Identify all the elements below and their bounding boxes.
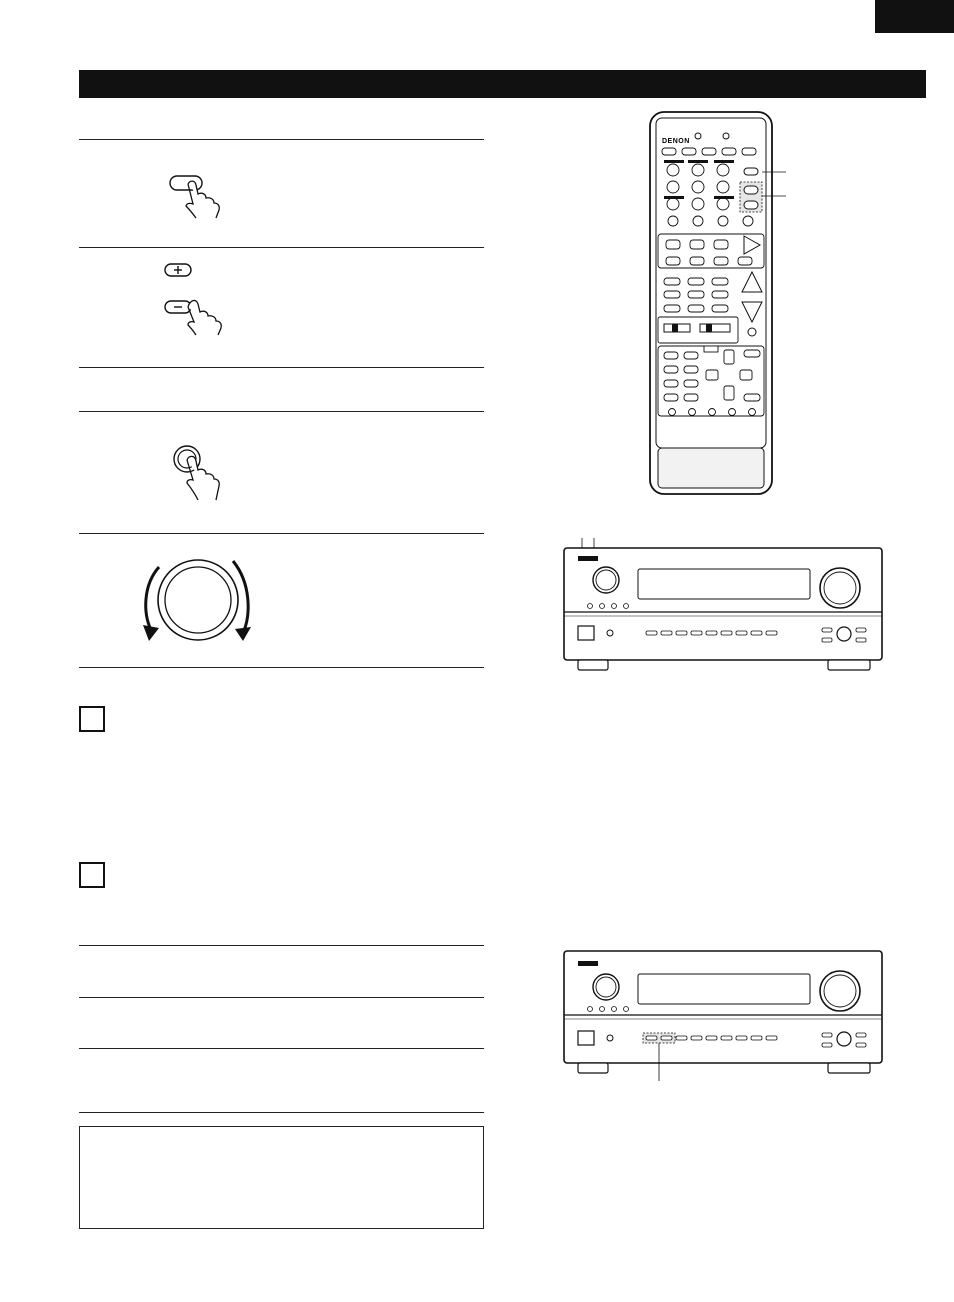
step-divider — [79, 247, 484, 248]
step-divider — [79, 1112, 484, 1113]
step-divider — [79, 1048, 484, 1049]
step-number-box — [79, 862, 105, 888]
finger-press-round-button-icon — [165, 440, 235, 505]
rotate-knob-icon — [133, 555, 258, 660]
remote-brand-label: DENON — [662, 138, 690, 145]
finger-press-button-icon — [160, 170, 230, 220]
step-divider — [79, 533, 484, 534]
step-divider — [79, 411, 484, 412]
step-divider — [79, 367, 484, 368]
step-divider — [79, 139, 484, 140]
note-box — [79, 1126, 484, 1229]
step-divider — [79, 945, 484, 946]
receiver-front-panel-illustration-lower — [560, 945, 890, 1085]
step-divider — [79, 667, 484, 668]
page-corner-tab — [875, 0, 954, 33]
remote-control-illustration — [640, 110, 790, 500]
step-divider — [79, 997, 484, 998]
section-title-bar — [79, 70, 926, 98]
receiver-front-panel-illustration — [560, 530, 890, 678]
step-number-box — [79, 706, 105, 732]
plus-minus-button-icon — [160, 260, 240, 335]
